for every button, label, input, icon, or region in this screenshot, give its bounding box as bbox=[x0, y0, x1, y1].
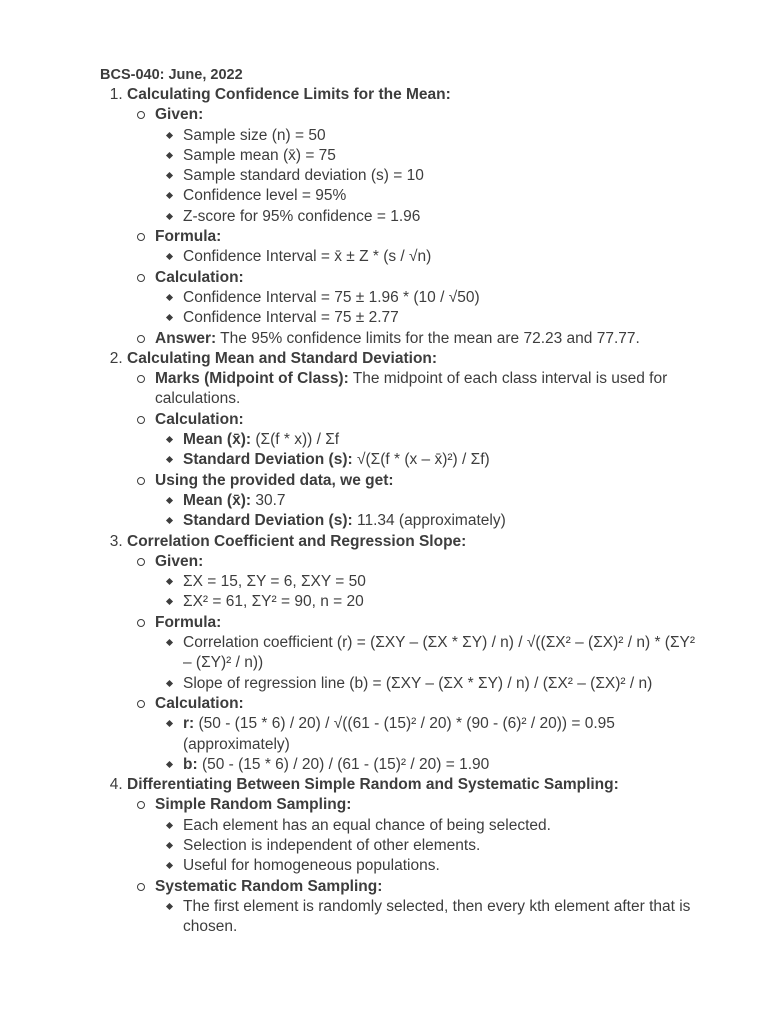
question-3 bbox=[127, 532, 707, 776]
q2-marks bbox=[155, 369, 707, 410]
q4-sys-list bbox=[155, 897, 707, 938]
list-item: Slope of regression line (b) = (ΣXY – (ΣX * ΣY) / n) / (ΣX² – (ΣX)² / n) bbox=[183, 674, 707, 694]
list-item bbox=[183, 450, 707, 470]
question-2 bbox=[127, 349, 707, 532]
q3-formula bbox=[155, 613, 707, 694]
list-item: Useful for homogeneous populations. bbox=[183, 856, 707, 876]
q3-given-list bbox=[155, 572, 707, 613]
q1-formula-list bbox=[155, 247, 707, 267]
b-label: b: bbox=[183, 755, 198, 773]
sd-value: 11.34 (approximately) bbox=[352, 512, 506, 530]
list-item: Confidence level = 95% bbox=[183, 186, 707, 206]
q2-marks-text: The midpoint of each class interval is used for calculations. bbox=[155, 370, 668, 408]
q2-calculation bbox=[155, 410, 707, 471]
list-item: Confidence Interval = 75 ± 2.77 bbox=[183, 308, 707, 328]
q2-data-label: Using the provided data, we get: bbox=[155, 471, 394, 489]
q1-calculation bbox=[155, 268, 707, 329]
list-item: Selection is independent of other elements. bbox=[183, 836, 707, 856]
mean-value: 30.7 bbox=[251, 491, 286, 509]
q2-calc-list bbox=[155, 430, 707, 471]
b-text: (50 - (15 * 6) / 20) / (61 - (15)² / 20) = 1.90 bbox=[197, 755, 490, 773]
q2-data bbox=[155, 471, 707, 532]
q4-simple-random bbox=[155, 795, 707, 876]
list-item: ΣX² = 61, ΣY² = 90, n = 20 bbox=[183, 592, 707, 612]
q3-formula-list bbox=[155, 633, 707, 694]
r-text: (50 - (15 * 6) / 20) / √((61 - (15)² / 20) * (90 - (6)² / 20)) = 0.95 (approximately) bbox=[183, 715, 615, 753]
q3-given bbox=[155, 552, 707, 613]
question-4-heading: Differentiating Between Simple Random and Systematic Sampling: bbox=[127, 776, 619, 794]
q1-calc-label: Calculation: bbox=[155, 268, 244, 286]
q2-sections bbox=[127, 369, 707, 531]
q1-sections bbox=[127, 105, 707, 349]
question-2-heading: Calculating Mean and Standard Deviation: bbox=[127, 349, 438, 367]
q2-calc-label: Calculation: bbox=[155, 410, 244, 428]
q2-marks-label: Marks (Midpoint of Class): bbox=[155, 370, 349, 388]
q3-given-label: Given: bbox=[155, 552, 204, 570]
q3-formula-label: Formula: bbox=[155, 613, 222, 631]
q1-answer bbox=[155, 329, 707, 349]
list-item: Sample standard deviation (s) = 10 bbox=[183, 166, 707, 186]
sd-label: Standard Deviation (s): bbox=[183, 512, 353, 530]
document-title: BCS-040: June, 2022 bbox=[100, 67, 243, 83]
q2-data-list bbox=[155, 491, 707, 532]
q3-calc-list bbox=[155, 714, 707, 775]
question-4 bbox=[127, 775, 707, 937]
list-item bbox=[183, 714, 707, 755]
q3-calc-label: Calculation: bbox=[155, 694, 244, 712]
q1-answer-text: The 95% confidence limits for the mean are 72.23 and 77.77. bbox=[216, 329, 640, 347]
question-3-heading: Correlation Coefficient and Regression Slope: bbox=[127, 532, 467, 550]
list-item bbox=[183, 430, 707, 450]
q4-sections bbox=[127, 795, 707, 937]
q3-calculation bbox=[155, 694, 707, 775]
q3-sections bbox=[127, 552, 707, 775]
list-item bbox=[183, 491, 707, 511]
question-list bbox=[100, 85, 707, 937]
r-label: r: bbox=[183, 715, 195, 733]
list-item: Each element has an equal chance of being selected. bbox=[183, 816, 707, 836]
q1-formula-label: Formula: bbox=[155, 228, 222, 246]
q1-formula bbox=[155, 227, 707, 268]
list-item: The first element is randomly selected, then every kth element after that is chosen. bbox=[183, 897, 707, 938]
list-item: Sample size (n) = 50 bbox=[183, 126, 707, 146]
mean-formula: (Σ(f * x)) / Σf bbox=[251, 431, 340, 449]
q1-calc-list bbox=[155, 288, 707, 329]
q1-given-list bbox=[155, 126, 707, 227]
q1-given bbox=[155, 105, 707, 227]
list-item bbox=[183, 511, 707, 531]
list-item bbox=[183, 755, 707, 775]
q1-answer-label: Answer: bbox=[155, 329, 217, 347]
q1-given-label: Given: bbox=[155, 106, 204, 124]
mean-label: Mean (x̄): bbox=[183, 431, 252, 449]
list-item: Sample mean (x̄) = 75 bbox=[183, 146, 707, 166]
list-item: Z-score for 95% confidence = 1.96 bbox=[183, 207, 707, 227]
sd-formula: √(Σ(f * (x – x̄)²) / Σf) bbox=[352, 451, 490, 469]
list-item: Confidence Interval = 75 ± 1.96 * (10 / √50) bbox=[183, 288, 707, 308]
q4-sys-label: Systematic Random Sampling: bbox=[155, 877, 383, 895]
sd-label: Standard Deviation (s): bbox=[183, 451, 353, 469]
q4-srs-label: Simple Random Sampling: bbox=[155, 796, 352, 814]
list-item: ΣX = 15, ΣY = 6, ΣXY = 50 bbox=[183, 572, 707, 592]
q4-srs-list bbox=[155, 816, 707, 877]
question-1-heading: Calculating Confidence Limits for the Mean: bbox=[127, 86, 451, 103]
list-item: Correlation coefficient (r) = (ΣXY – (ΣX * ΣY) / n) / √((ΣX² – (ΣX)² / n) * (ΣY² – (ΣY)² / n)) bbox=[183, 633, 707, 674]
mean-label: Mean (x̄): bbox=[183, 491, 252, 509]
q4-systematic bbox=[155, 877, 707, 938]
list-item: Confidence Interval = x̄ ± Z * (s / √n) bbox=[183, 247, 707, 267]
question-1 bbox=[127, 85, 707, 349]
